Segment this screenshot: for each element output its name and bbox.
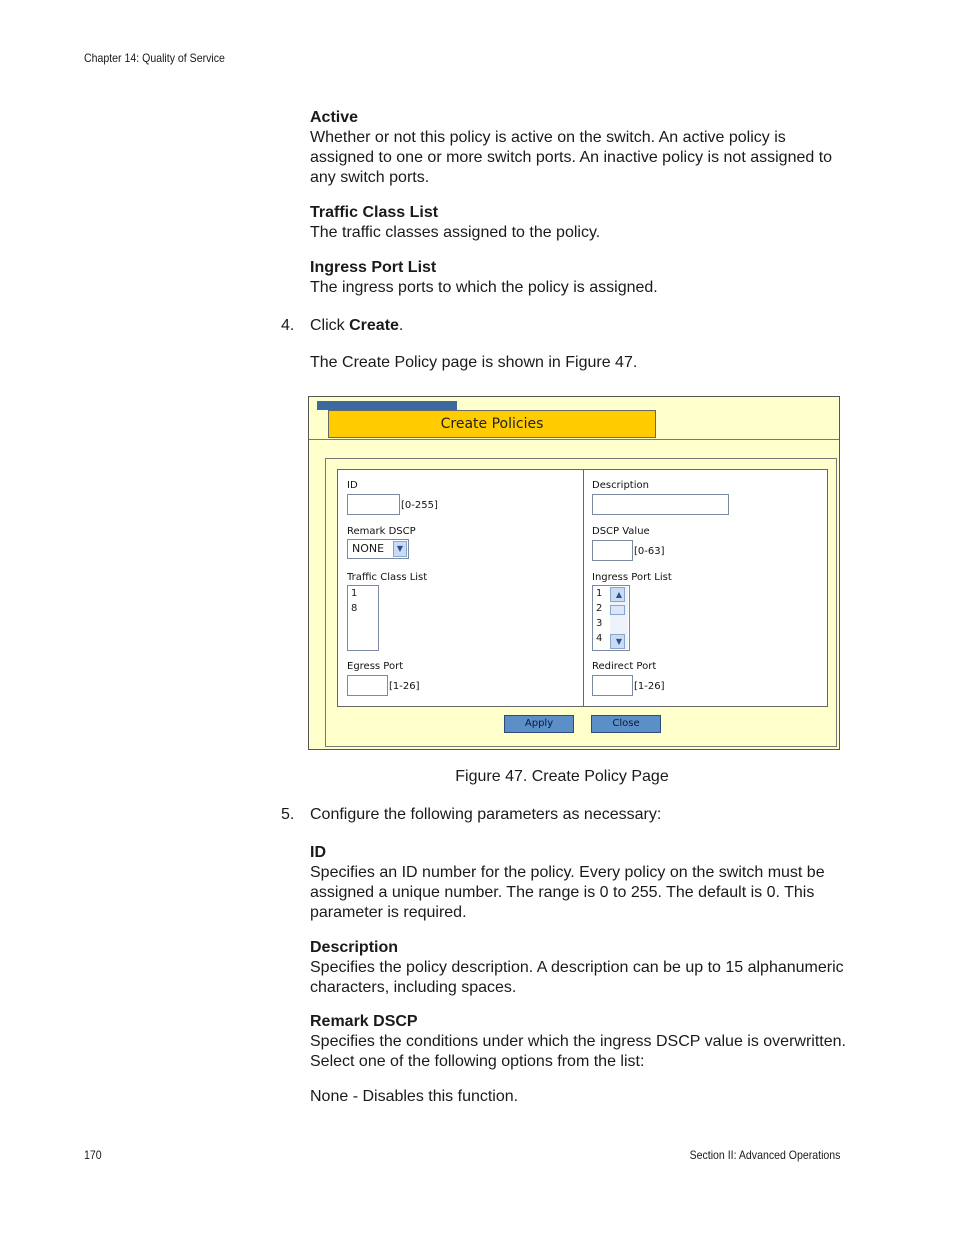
redirect-port-label: Redirect Port xyxy=(592,661,657,672)
chevron-down-icon[interactable]: ▼ xyxy=(610,634,625,649)
redirect-port-input[interactable] xyxy=(592,675,633,696)
param-desc: Specifies the policy description. A description can be up to 15 alphanumeric characters, including spaces. xyxy=(310,959,844,996)
dscp-value-range: [0-63] xyxy=(634,546,665,557)
figure-caption: Figure 47. Create Policy Page xyxy=(455,768,669,785)
tab-baseline xyxy=(309,439,839,440)
traffic-class-list[interactable] xyxy=(347,585,379,651)
running-footer: Section II: Advanced Operations xyxy=(689,1148,840,1162)
term-desc: Whether or not this policy is active on the switch. An active policy is assigned to one or more switch ports. An inactive policy is not assigned to any switch ports. xyxy=(310,129,833,186)
param-remark-dscp xyxy=(310,1012,850,1072)
step4-text xyxy=(310,316,850,336)
param-desc: Specifies the conditions under which the ingress DSCP value is overwritten. Select one of the following options from the list: xyxy=(310,1033,846,1070)
form-grid xyxy=(337,469,828,707)
list-item[interactable]: 3 xyxy=(596,618,603,629)
step4-suffix: . xyxy=(398,317,404,334)
scrollbar[interactable] xyxy=(610,587,628,649)
step-number: 4. xyxy=(281,317,295,334)
term-title: Traffic Class List xyxy=(310,204,439,221)
list-item[interactable]: 1 xyxy=(596,588,603,599)
list-item[interactable]: 1 xyxy=(351,588,358,599)
chevron-up-icon[interactable]: ▲ xyxy=(610,587,625,602)
param-id xyxy=(310,843,850,923)
id-range: [0-255] xyxy=(401,500,438,511)
egress-port-range: [1-26] xyxy=(389,681,420,692)
ingress-port-list[interactable] xyxy=(592,585,630,651)
dscp-value-label: DSCP Value xyxy=(592,526,650,537)
page-number: 170 xyxy=(84,1148,102,1162)
term-title: Ingress Port List xyxy=(310,259,437,276)
term-desc: The traffic classes assigned to the policy. xyxy=(310,224,601,241)
redirect-port-range: [1-26] xyxy=(634,681,665,692)
step-number: 5. xyxy=(281,806,295,823)
step4-follow: The Create Policy page is shown in Figure 47. xyxy=(310,354,638,371)
step4-prefix: Click xyxy=(310,317,350,334)
column-divider xyxy=(583,470,584,706)
list-item[interactable]: 2 xyxy=(596,603,603,614)
step4-bold: Create xyxy=(349,317,399,334)
traffic-class-label: Traffic Class List xyxy=(347,572,428,583)
list-item[interactable]: 4 xyxy=(596,633,603,644)
description-input[interactable] xyxy=(592,494,729,515)
term-traffic-class-list xyxy=(310,203,850,243)
remark-dscp-label: Remark DSCP xyxy=(347,526,416,537)
term-desc: The ingress ports to which the policy is assigned. xyxy=(310,279,658,296)
apply-button[interactable]: Apply xyxy=(504,715,574,733)
egress-port-input[interactable] xyxy=(347,675,388,696)
description-label: Description xyxy=(592,480,649,491)
remark-dscp-value: NONE xyxy=(352,542,385,555)
ingress-port-label: Ingress Port List xyxy=(592,572,672,583)
param-title: Description xyxy=(310,939,399,956)
tab-accent xyxy=(317,401,457,410)
close-button[interactable]: Close xyxy=(591,715,661,733)
id-input[interactable] xyxy=(347,494,400,515)
remark-dscp-select[interactable] xyxy=(347,539,409,559)
option-none: None - Disables this function. xyxy=(310,1088,519,1105)
running-header: Chapter 14: Quality of Service xyxy=(84,51,225,65)
tab-create-policies[interactable]: Create Policies xyxy=(328,410,656,438)
create-policy-screenshot xyxy=(308,396,840,750)
scroll-thumb[interactable] xyxy=(610,605,625,615)
param-desc: Specifies an ID number for the policy. Every policy on the switch must be assigned a unique number. The range is 0 to 255. The default is 0. This parameter is required. xyxy=(310,864,825,921)
list-item[interactable]: 8 xyxy=(351,603,358,614)
form-panel xyxy=(325,458,837,747)
step5-text: Configure the following parameters as necessary: xyxy=(310,806,662,823)
param-title: Remark DSCP xyxy=(310,1013,418,1030)
egress-port-label: Egress Port xyxy=(347,661,404,672)
param-description xyxy=(310,938,850,998)
term-active xyxy=(310,108,850,188)
dscp-value-input[interactable] xyxy=(592,540,633,561)
term-title: Active xyxy=(310,109,359,126)
param-title: ID xyxy=(310,844,326,861)
chevron-down-icon[interactable]: ▼ xyxy=(393,541,407,557)
id-label: ID xyxy=(347,480,358,491)
term-ingress-port-list xyxy=(310,258,850,298)
